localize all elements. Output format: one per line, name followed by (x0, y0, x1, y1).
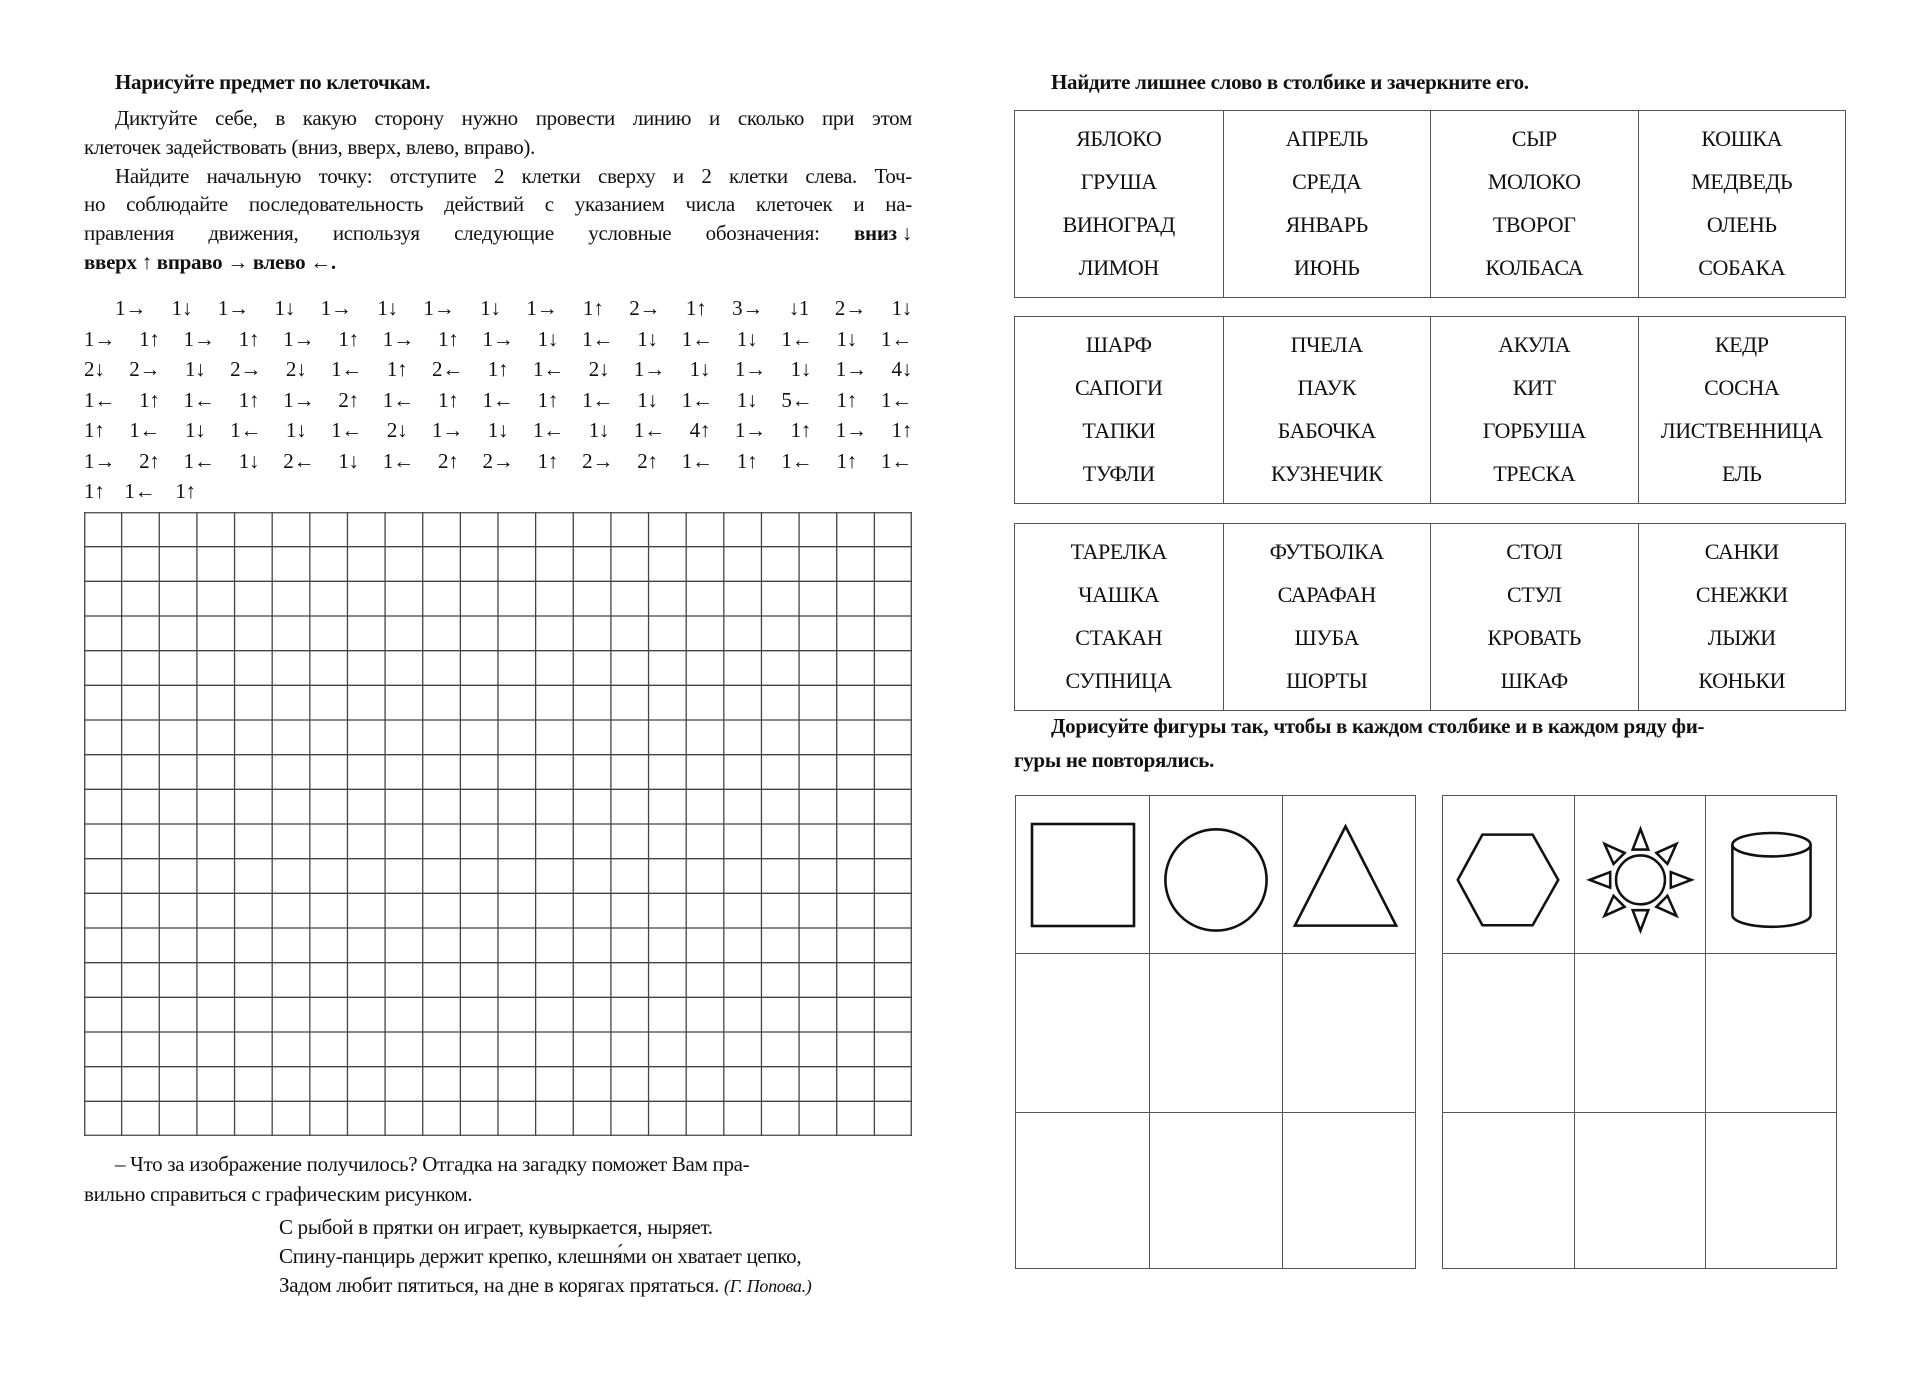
dictation-step: 2↓ (285, 357, 307, 381)
instruction-line-6 (84, 248, 912, 277)
word-item[interactable]: КОШКА (1701, 126, 1783, 151)
word-item[interactable]: АКУЛА (1498, 332, 1571, 357)
instruction-word: этом (871, 106, 912, 130)
figure-cell-filled (1574, 796, 1705, 953)
word-item[interactable]: СТУЛ (1506, 582, 1562, 607)
direction-legend: вниз ↓ (854, 221, 912, 245)
dictation-step: 1↓ (891, 296, 912, 320)
dictation-step: 1↑ (487, 357, 509, 381)
dictation-step: 1→ (84, 448, 115, 473)
dictation-step: 1↑ (437, 387, 459, 412)
instruction-line-2 (84, 133, 912, 162)
figures-title-line-2: гуры не повторялись. (1014, 748, 1215, 772)
dictation-step: 1← (183, 387, 215, 412)
dictation-step: 1↓ (537, 326, 558, 351)
dictation-step: 1↑ (790, 418, 811, 442)
word-item[interactable]: ЛИСТВЕННИЦА (1660, 418, 1823, 443)
word-item[interactable]: КРОВАТЬ (1487, 625, 1582, 650)
circle-icon (1150, 796, 1282, 953)
dictation-row-7 (84, 477, 912, 506)
dictation-step: 2↓ (386, 418, 408, 442)
dictation-step: 1→ (835, 418, 867, 442)
word-table-1 (1014, 110, 1846, 298)
figure-grid-1 (1015, 795, 1416, 1269)
odd-word-task-title: Найдите лишнее слово в столбике и зачеркните его. (1051, 70, 1529, 94)
word-table-2 (1014, 316, 1846, 504)
dictation-step: 1← (681, 387, 713, 412)
instruction-word: отступите (389, 164, 477, 188)
instruction-line-4 (84, 190, 912, 219)
dictation-step: 1← (230, 418, 262, 442)
dictation-step: 1→ (432, 418, 463, 442)
dictation-step: 1← (129, 418, 161, 442)
dictation-step: 1← (331, 418, 362, 442)
word-item[interactable]: ШАРФ (1085, 332, 1152, 357)
dictation-step: 1← (633, 418, 665, 442)
word-item[interactable]: ПЧЕЛА (1290, 332, 1363, 357)
word-item[interactable]: ТУФЛИ (1082, 461, 1155, 486)
instruction-word: числа (685, 192, 735, 216)
word-item[interactable]: ТВОРОГ (1492, 212, 1576, 237)
dictation-step: 1→ (382, 326, 414, 351)
word-item[interactable]: ЯБЛОКО (1076, 126, 1162, 151)
instruction-word: действий (444, 192, 524, 216)
word-item[interactable]: ОЛЕНЬ (1706, 212, 1777, 237)
word-column (1223, 317, 1431, 503)
dictation-step: 1← (532, 357, 564, 381)
dictation-step: 1↑ (437, 326, 459, 351)
word-item[interactable]: СОБАКА (1698, 255, 1786, 280)
poem-author: (Г. Попова.) (724, 1276, 812, 1296)
square-icon (1016, 796, 1149, 953)
drawing-grid[interactable] (84, 512, 912, 1136)
instruction-word: и (672, 164, 684, 188)
dictation-step: 1↓ (274, 296, 295, 320)
dictation-step: 1↑ (537, 387, 558, 412)
instruction-text: используя (332, 221, 420, 245)
instruction-text: обозначения: (705, 221, 820, 245)
figure-grid-2 (1442, 795, 1837, 1269)
word-column (1638, 524, 1846, 710)
figure-cell-empty[interactable] (1016, 953, 1149, 1112)
word-item[interactable]: ФУТБОЛКА (1269, 539, 1384, 564)
grid-drawing-task-title: Нарисуйте предмет по клеточкам. (115, 70, 431, 94)
word-table-3 (1014, 523, 1846, 711)
word-column (1430, 524, 1638, 710)
dictation-row-1 (84, 294, 912, 323)
instruction-word: указанием (574, 192, 665, 216)
poem-line-1: С рыбой в прятки он играет, кувыркается, ныряет. (279, 1215, 713, 1239)
dictation-step: 1↑ (139, 326, 160, 351)
word-item[interactable]: МЕДВЕДЬ (1691, 169, 1793, 194)
instruction-text: правления (84, 221, 174, 245)
poem-line-3-text: Задом любит пятиться, на дне в корягах прятаться. (279, 1273, 720, 1297)
dictation-step: 1→ (526, 296, 558, 320)
dictation-step: 1↑ (338, 326, 359, 351)
instruction-text: клеточек задействовать (вниз, вверх, влево, вправо). (84, 135, 536, 159)
word-item[interactable]: ЛЫЖИ (1707, 625, 1776, 650)
word-column (1638, 317, 1846, 503)
word-item[interactable]: СРЕДА (1292, 169, 1362, 194)
dictation-step: 1← (382, 387, 414, 412)
figure-cell-empty[interactable] (1443, 1112, 1574, 1268)
word-item[interactable]: САНКИ (1704, 539, 1779, 564)
figure-cell-empty[interactable] (1282, 1112, 1415, 1268)
word-item[interactable]: МОЛОКО (1487, 169, 1581, 194)
figure-cell-empty[interactable] (1016, 1112, 1149, 1268)
word-item[interactable]: СТАКАН (1075, 625, 1163, 650)
dictation-step: 2↑ (637, 448, 658, 473)
dictation-step: 2→ (230, 357, 262, 381)
word-item[interactable]: КУЗНЕЧИК (1270, 461, 1383, 486)
word-item[interactable]: СНЕЖКИ (1695, 582, 1788, 607)
instruction-text: следующие (454, 221, 554, 245)
dictation-step: 1→ (283, 387, 315, 412)
word-column (1015, 317, 1223, 503)
dictation-step: 1↓ (790, 357, 811, 381)
word-item[interactable]: ПАУК (1297, 375, 1356, 400)
poem-line-3 (279, 1271, 812, 1301)
instruction-word: с (544, 192, 554, 216)
dictation-step: 1← (331, 357, 362, 381)
dictation-step: 1↑ (583, 296, 604, 320)
dictation-step: 1→ (734, 418, 766, 442)
dictation-step: 1↓ (588, 418, 610, 442)
word-item[interactable]: САПОГИ (1075, 375, 1163, 400)
dictation-step: 1↑ (84, 418, 105, 442)
direction-legend: вверх ↑ вправо → влево ←. (84, 250, 336, 274)
dictation-step: 1← (183, 448, 215, 473)
word-item[interactable]: КЕДР (1714, 332, 1769, 357)
word-item[interactable]: СУПНИЦА (1065, 668, 1173, 693)
instruction-text: условные (588, 221, 672, 245)
dictation-step: 1→ (835, 357, 867, 381)
dictation-row-4 (84, 386, 912, 415)
triangle-icon (1283, 796, 1415, 953)
dictation-step: 1↓ (736, 387, 758, 412)
dictation-step: 1↑ (537, 448, 558, 473)
instruction-word: сверху (598, 164, 656, 188)
dictation-step: 1← (881, 448, 912, 473)
instruction-word: сторону (374, 106, 444, 130)
dictation-step: 1↓ (171, 296, 193, 320)
dictation-step: 2→ (582, 448, 614, 473)
word-item[interactable]: ЯНВАРЬ (1285, 212, 1368, 237)
dictation-step: 1→ (423, 296, 455, 320)
dictation-step: 1← (124, 479, 156, 503)
dictation-step: 3→ (732, 296, 763, 320)
word-column (1223, 111, 1431, 297)
word-item[interactable]: ТРЕСКА (1493, 461, 1576, 486)
dictation-step: 1↓ (285, 418, 307, 442)
dictation-step: 1↑ (836, 387, 857, 412)
dictation-step: 1↓ (184, 357, 206, 381)
figure-cell-empty[interactable] (1149, 953, 1282, 1112)
word-column (1015, 524, 1223, 710)
dictation-step: 1← (532, 418, 564, 442)
dictation-step: 1↑ (175, 479, 196, 503)
instruction-text: движения, (208, 221, 299, 245)
dictation-step: 1↑ (736, 448, 758, 473)
dictation-step: 1→ (482, 326, 514, 351)
word-item[interactable]: ЧАШКА (1078, 582, 1160, 607)
instruction-word: линию (632, 106, 692, 130)
dictation-step: 1↑ (685, 296, 707, 320)
word-item[interactable]: ШОРТЫ (1286, 668, 1368, 693)
figure-cell-empty[interactable] (1149, 1112, 1282, 1268)
word-item[interactable]: СЫР (1511, 126, 1557, 151)
dictation-step: ↓1 (788, 296, 810, 320)
instruction-word: какую (302, 106, 357, 130)
dictation-step: 1↓ (238, 448, 260, 473)
word-item[interactable]: АПРЕЛЬ (1285, 126, 1368, 151)
instruction-word: соблюдайте (126, 192, 228, 216)
instruction-word: в (275, 106, 285, 130)
word-item[interactable]: ТАПКИ (1082, 418, 1156, 443)
word-item[interactable]: СТОЛ (1506, 539, 1563, 564)
instruction-word: клетки (521, 164, 581, 188)
word-item[interactable]: ЕЛЬ (1721, 461, 1762, 486)
dictation-step: 1↑ (139, 387, 160, 412)
instruction-word: клетки (729, 164, 788, 188)
dictation-row-6 (84, 447, 912, 476)
dictation-step: 2→ (834, 296, 866, 320)
dictation-step: 1↓ (736, 326, 758, 351)
instruction-word: нужно (461, 106, 518, 130)
dictation-step: 2↑ (338, 387, 359, 412)
dictation-step: 4↓ (891, 357, 912, 381)
instruction-word: слева. (805, 164, 857, 188)
figures-title-line-1: Дорисуйте фигуры так, чтобы в каждом столбике и в каждом ряду фи- (1051, 714, 1705, 738)
instruction-word: себе, (215, 106, 258, 130)
dictation-step: 1→ (283, 326, 315, 351)
instruction-word: и (709, 106, 720, 130)
dictation-step: 1↑ (238, 326, 260, 351)
dictation-step: 1← (382, 448, 414, 473)
instruction-word: Точ- (874, 164, 912, 188)
dictation-step: 1← (482, 387, 514, 412)
dictation-step: 2← (283, 448, 315, 473)
word-column (1638, 111, 1846, 297)
word-item[interactable]: СОСНА (1704, 375, 1780, 400)
dictation-step: 5← (781, 387, 813, 412)
dictation-step: 1← (681, 326, 713, 351)
dictation-step: 1→ (84, 326, 115, 351)
word-item[interactable]: КИТ (1512, 375, 1556, 400)
dictation-step: 1← (84, 387, 115, 412)
dictation-step: 1→ (217, 296, 249, 320)
dictation-step: 2→ (482, 448, 514, 473)
figure-cell-empty[interactable] (1705, 953, 1836, 1112)
dictation-step: 1↑ (386, 357, 408, 381)
word-item[interactable]: ШКАФ (1500, 668, 1568, 693)
dictation-step: 1↑ (84, 479, 105, 503)
dictation-step: 4↑ (689, 418, 711, 442)
figure-cell-empty[interactable] (1705, 1112, 1836, 1268)
word-item[interactable]: КОНЬКИ (1698, 668, 1786, 693)
figure-cell-filled (1282, 796, 1415, 953)
word-column (1430, 111, 1638, 297)
figure-cell-empty[interactable] (1282, 953, 1415, 1112)
dictation-step: 1↓ (637, 326, 658, 351)
instruction-line-5 (84, 219, 912, 248)
word-item[interactable]: ГРУША (1080, 169, 1157, 194)
riddle-question-line-2: вильно справиться с графическим рисунком. (84, 1182, 473, 1206)
word-item[interactable]: КОЛБАСА (1485, 255, 1584, 280)
cylinder-icon (1706, 796, 1836, 953)
instruction-word: сколько (737, 106, 805, 130)
dictation-step: 1← (781, 448, 813, 473)
word-column (1223, 524, 1431, 710)
word-item[interactable]: ВИНОГРАД (1062, 212, 1175, 237)
dictation-step: 1→ (633, 357, 665, 381)
dictation-step: 1→ (734, 357, 766, 381)
figure-cell-filled (1705, 796, 1836, 953)
instruction-word: и (853, 192, 865, 216)
sun-icon (1575, 796, 1705, 953)
instruction-word: на- (885, 192, 912, 216)
dictation-step: 1↓ (637, 387, 658, 412)
instruction-line-3 (84, 162, 912, 191)
instruction-word: провести (535, 106, 615, 130)
dictation-step: 1← (781, 326, 813, 351)
figure-cell-empty[interactable] (1574, 953, 1705, 1112)
instruction-line-1 (84, 104, 912, 133)
dictation-step: 2← (432, 357, 463, 381)
dictation-step: 2↑ (437, 448, 459, 473)
dictation-row-3 (84, 355, 912, 384)
dictation-step: 1↓ (689, 357, 711, 381)
dictation-step: 1↑ (238, 387, 260, 412)
word-column (1430, 317, 1638, 503)
instruction-word: точку: (318, 164, 373, 188)
instruction-word: Диктуйте (115, 106, 198, 130)
dictation-step: 1↓ (836, 326, 857, 351)
instruction-word: начальную (206, 164, 302, 188)
dictation-step: 1↓ (184, 418, 206, 442)
dictation-step: 1↓ (487, 418, 509, 442)
dictation-step: 1← (881, 387, 912, 412)
instruction-word: 2 (701, 164, 712, 188)
word-item[interactable]: ШУБА (1294, 625, 1359, 650)
dictation-step: 2↓ (588, 357, 610, 381)
dictation-step: 2↓ (84, 357, 105, 381)
word-item[interactable]: БАБОЧКА (1277, 418, 1376, 443)
dictation-step: 1← (881, 326, 912, 351)
word-item[interactable]: ГОРБУША (1482, 418, 1586, 443)
instruction-word: Найдите (115, 164, 190, 188)
dictation-row-5 (84, 416, 912, 445)
dictation-step: 1↓ (338, 448, 359, 473)
figure-cell-filled (1443, 796, 1574, 953)
word-item[interactable]: САРАФАН (1277, 582, 1376, 607)
dictation-step: 1→ (320, 296, 352, 320)
instruction-word: клеточек (755, 192, 833, 216)
hexagon-icon (1443, 796, 1574, 953)
figure-cell-filled (1149, 796, 1282, 953)
poem-line-2: Спину-панцирь держит крепко, клешня́ми он хватает цепко, (279, 1244, 802, 1268)
dictation-step: 1← (681, 448, 713, 473)
word-column (1015, 111, 1223, 297)
dictation-step: 2→ (129, 357, 161, 381)
dictation-step: 2↑ (139, 448, 160, 473)
word-item[interactable]: ЛИМОН (1078, 255, 1159, 280)
instruction-word: но (84, 192, 106, 216)
instruction-word: при (821, 106, 855, 130)
figure-cell-filled (1016, 796, 1149, 953)
dictation-step: 2→ (629, 296, 661, 320)
dictation-step: 1← (582, 326, 614, 351)
figure-cell-empty[interactable] (1443, 953, 1574, 1112)
dictation-row-2 (84, 325, 912, 354)
word-item[interactable]: ИЮНЬ (1294, 255, 1360, 280)
dictation-step: 1↑ (891, 418, 912, 442)
instruction-word: последовательность (248, 192, 424, 216)
dictation-step: 1↑ (836, 448, 857, 473)
dictation-step: 1↓ (480, 296, 501, 320)
dictation-step: 1→ (115, 296, 146, 320)
instruction-word: 2 (493, 164, 505, 188)
word-item[interactable]: ТАРЕЛКА (1070, 539, 1167, 564)
dictation-step: 1↓ (377, 296, 398, 320)
riddle-question-line-1: – Что за изображение получилось? Отгадка на загадку поможет Вам пра- (115, 1152, 750, 1176)
figure-cell-empty[interactable] (1574, 1112, 1705, 1268)
dictation-step: 1→ (183, 326, 215, 351)
dictation-step: 1← (582, 387, 614, 412)
